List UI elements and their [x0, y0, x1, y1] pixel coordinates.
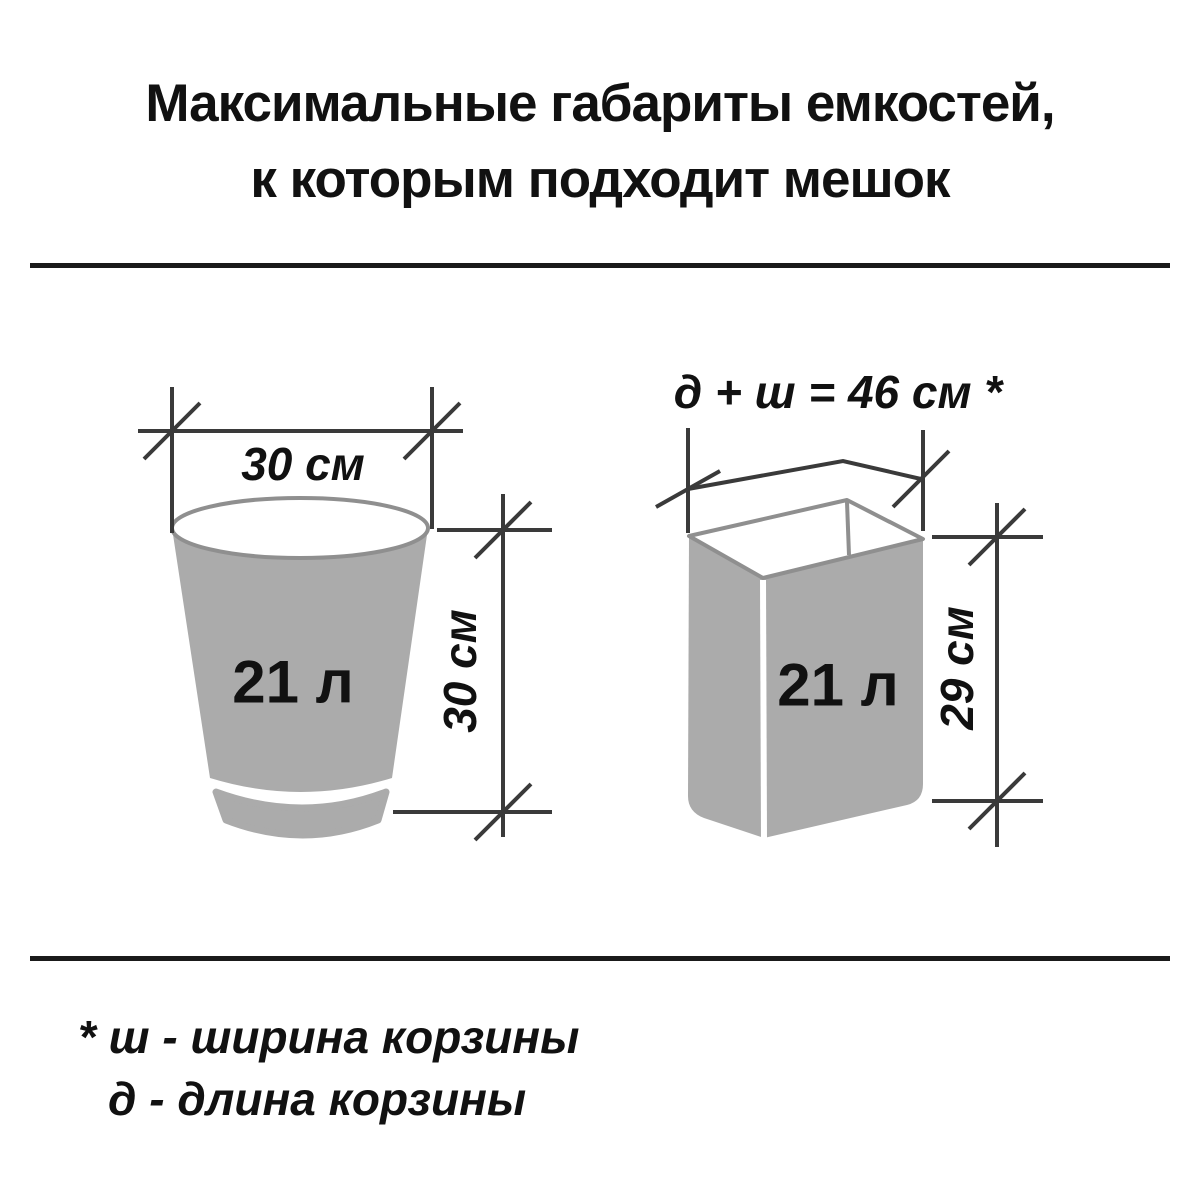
footnote — [0, 1006, 579, 1130]
page-title-line-1: Максимальные габариты емкостей, — [145, 74, 1055, 133]
basket-edge-highlight — [763, 580, 764, 838]
basket-volume-label: 21 л — [777, 651, 899, 719]
footnote-line-2: д - длина корзины — [108, 1073, 527, 1125]
bucket-height-label: 30 см — [434, 609, 486, 733]
basket-height-label: 29 см — [931, 606, 983, 730]
page-title-line-2: к которым подходит мешок — [250, 150, 950, 209]
footnote-line-1: * ш - ширина корзины — [78, 1011, 580, 1063]
basket-inner-edge — [847, 502, 849, 555]
bucket-width-label: 30 см — [241, 438, 365, 490]
bucket-base — [216, 792, 386, 835]
basket-left-face — [688, 536, 764, 838]
dimension-line — [688, 461, 921, 489]
bucket-volume-label: 21 л — [232, 648, 354, 716]
basket-formula-label: д + ш = 46 см * — [673, 366, 1003, 418]
bucket-rim — [172, 498, 428, 558]
